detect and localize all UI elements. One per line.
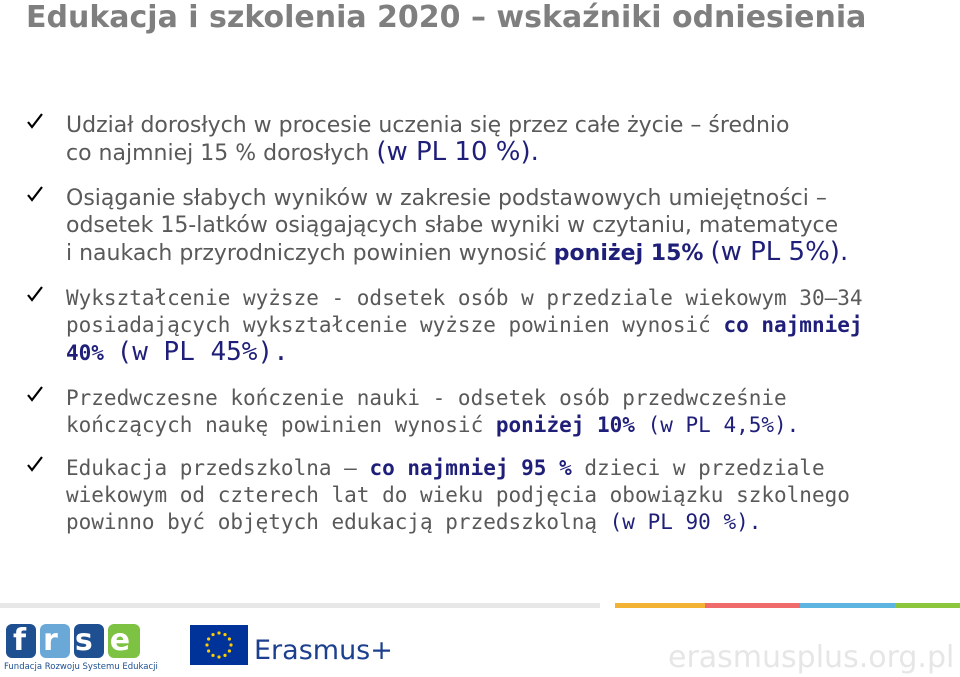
body-text: wiekowym od czterech lat do wieku podjęcia obowiązku szkolnego <box>66 483 850 507</box>
divider-stripe <box>800 603 895 608</box>
highlight-text: (w PL 90 %). <box>609 510 762 534</box>
highlight-text: (w PL 5%). <box>710 237 849 267</box>
bullet-line <box>66 482 850 509</box>
body-text: posiadających wykształcenie wyższe powinien wynosić <box>66 313 724 337</box>
bullet-text <box>66 385 799 439</box>
body-text: kończących naukę powinien wynosić <box>66 413 496 437</box>
bullet-line <box>66 312 863 339</box>
highlight-text: poniżej 15% <box>553 241 704 266</box>
frse-letters: frse <box>13 623 148 658</box>
bullet-line <box>66 212 848 239</box>
checkmark-icon <box>26 385 44 403</box>
bullet-line <box>66 239 848 267</box>
bullet-line <box>66 139 789 167</box>
highlight-text: (w PL 45%). <box>116 337 289 367</box>
bullet-line <box>66 412 799 439</box>
divider-stripe <box>615 603 705 608</box>
bullet-line <box>66 112 789 139</box>
erasmus-label: Erasmus+ <box>254 635 393 666</box>
bullet-line <box>66 285 863 312</box>
bullet-line <box>66 339 863 367</box>
checkmark-icon <box>26 455 44 473</box>
divider-stripe <box>895 603 960 608</box>
highlight-text: co najmniej <box>723 313 863 337</box>
bullet-text <box>66 455 850 536</box>
highlight-text: co najmniej 95 % <box>369 456 572 480</box>
body-text: Wykształcenie wyższe - odsetek osób w przedziale wiekowym 30–34 <box>66 286 863 310</box>
body-text: powinno być objętych edukacją przedszkolną <box>66 510 610 534</box>
checkmark-icon <box>26 112 44 130</box>
bullet-line <box>66 509 850 536</box>
website-url: erasmusplus.org.pl <box>668 640 955 675</box>
highlight-text: poniżej 10% <box>495 413 635 437</box>
divider-stripe <box>0 603 600 608</box>
bullet-line <box>66 455 850 482</box>
bullet-text <box>66 185 848 267</box>
highlight-text: (w PL 4,5%). <box>647 413 800 437</box>
highlight-text: 40% <box>66 341 117 365</box>
checkmark-icon <box>26 285 44 303</box>
body-text <box>635 413 648 437</box>
bullet-line <box>66 385 799 412</box>
bullet-text <box>66 285 863 367</box>
body-text: Edukacja przedszkolna – <box>66 456 370 480</box>
highlight-text: (w PL 10 %). <box>376 137 539 167</box>
frse-logo <box>4 622 158 674</box>
body-text: dzieci w przedziale <box>571 456 825 480</box>
body-text: co najmniej 15 % dorosłych <box>66 141 377 166</box>
body-text: Przedwczesne kończenie nauki - odsetek osób przedwcześnie <box>66 386 787 410</box>
bullet-text <box>66 112 789 167</box>
body-text: i naukach przyrodniczych powinien wynosić <box>66 241 554 266</box>
checkmark-icon <box>26 185 44 203</box>
frse-caption: Fundacja Rozwoju Systemu Edukacji <box>4 662 158 672</box>
body-text: Osiąganie słabych wyników w zakresie podstawowych umiejętności – <box>66 186 827 211</box>
divider-stripe <box>705 603 800 608</box>
bullet-line <box>66 185 848 212</box>
erasmus-logo <box>190 625 393 670</box>
eu-flag-icon <box>190 625 248 665</box>
body-text: odsetek 15-latków osiągających słabe wyniki w czytaniu, matematyce <box>66 213 839 238</box>
body-text: Udział dorosłych w procesie uczenia się przez całe życie – średnio <box>66 113 790 138</box>
page-title: Edukacja i szkolenia 2020 – wskaźniki odniesienia <box>26 0 867 35</box>
